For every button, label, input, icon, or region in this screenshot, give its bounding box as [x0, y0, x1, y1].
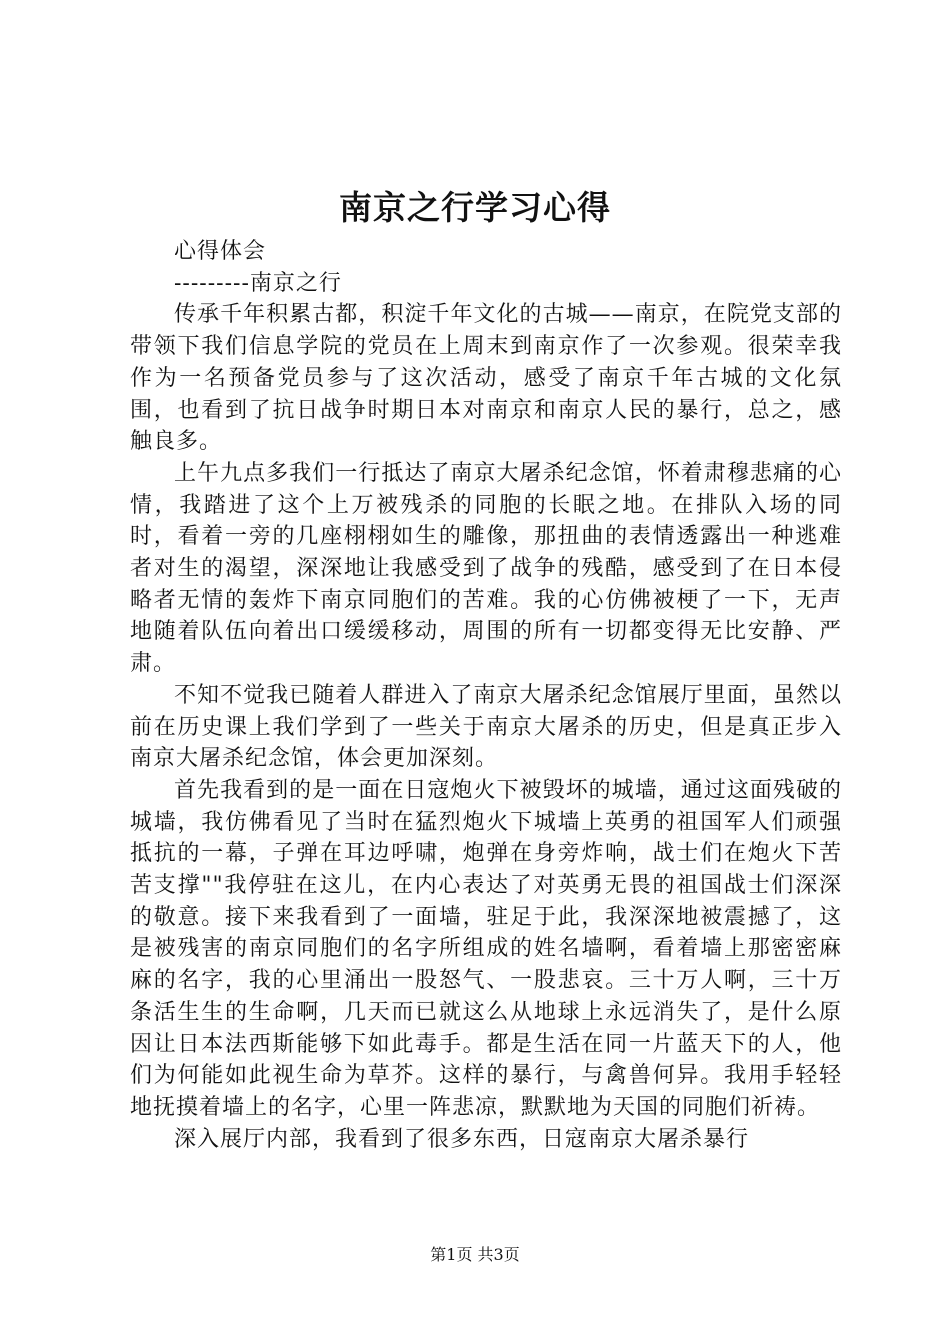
subheading: 心得体会 [174, 239, 267, 264]
paragraph: 首先我看到的是一面在日寇炮火下被毁坏的城墙，通过这面残破的城墙，我仿佛看见了当时在猛烈炮火下城墙上英勇的祖国军人们顽强抵抗的一幕，子弹在耳边呼啸，炮弹在身旁炸响，战士们在炮火下苦苦支撑""我停驻在这儿，在内心表达了对英勇无畏的祖国战士们深深的敬意。接下来我看到了一面墙，驻足于此，我深深地被震撼了，这是被残害的南京同胞们的名字所组成的姓名墙啊，看着墙上那密密麻麻的名字，我的心里涌出一股怒气、一股悲哀。三十万人啊，三十万条活生生的生命啊，几天而已就这么从地球上永远消失了，是什么原因让日本法西斯能够下如此毒手。都是生活在同一片蓝天下的人，他们为何能如此视生命为草芥。这样的暴行，与禽兽何异。我用手轻轻地抚摸着墙上的名字，心里一阵悲凉，默默地为天国的同胞们祈祷。 [130, 777, 842, 1120]
document-title: 南京之行学习心得 [339, 188, 611, 227]
paragraph: 不知不觉我已随着人群进入了南京大屠杀纪念馆展厅里面，虽然以前在历史课上我们学到了一些关于南京大屠杀的历史，但是真正步入南京大屠杀纪念馆，体会更加深刻。 [130, 682, 842, 772]
paragraph: 深入展厅内部，我看到了很多东西，日寇南京大屠杀暴行 [174, 1126, 750, 1152]
paragraph: 传承千年积累古都，积淀千年文化的古城——南京，在院党支部的带领下我们信息学院的党员在上周末到南京作了一次参观。很荣幸我作为一名预备党员参与了这次活动，感受了南京千年古城的文化氛围，也看到了抗日战争时期日本对南京和南京人民的暴行，总之，感触良多。 [130, 302, 842, 455]
subtitle-line: ---------南京之行 [174, 270, 342, 296]
document-body [130, 236, 842, 1155]
page-footer: 第1页 共3页 [430, 1245, 520, 1264]
paragraph: 上午九点多我们一行抵达了南京大屠杀纪念馆，怀着肃穆悲痛的心情，我踏进了这个上万被残杀的同胞的长眠之地。在排队入场的同时，看着一旁的几座栩栩如生的雕像，那扭曲的表情透露出一种逃难者对生的渴望，深深地让我感受到了战争的残酷，感受到了在日本侵略者无情的轰炸下南京同胞们的苦难。我的心仿佛被梗了一下，无声地随着队伍向着出口缓缓移动，周围的所有一切都变得无比安静、严肃。 [130, 460, 842, 677]
